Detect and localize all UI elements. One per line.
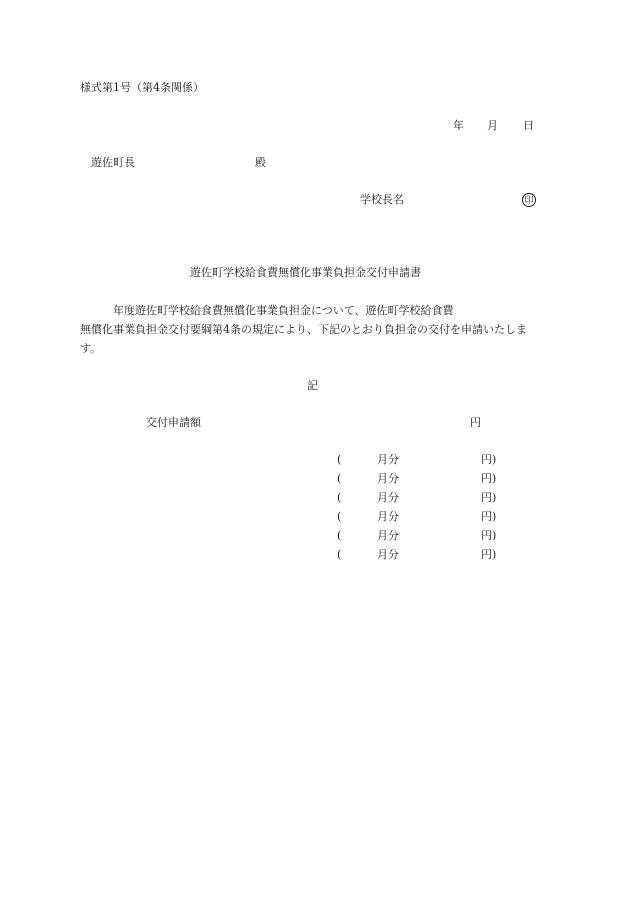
body-line-3: す。	[80, 342, 102, 355]
breakdown-yen: 円)	[481, 453, 497, 466]
body-line-2: 無償化事業負担金交付要綱第4条の規定により、下記のとおり負担金の交付を申請いたしま	[80, 323, 527, 336]
breakdown-yen: 円)	[481, 472, 497, 485]
amount-label: 交付申請額	[146, 416, 201, 429]
breakdown-open: (	[337, 529, 342, 542]
breakdown-open: (	[337, 453, 342, 466]
form-number: 様式第1号（第4条関係）	[80, 81, 204, 94]
breakdown-yen: 円)	[481, 491, 497, 504]
breakdown-open: (	[337, 510, 342, 523]
breakdown-month: 月分	[377, 548, 399, 561]
seal-mark: 印	[522, 193, 536, 207]
breakdown-yen: 円)	[481, 548, 497, 561]
date-month: 月	[487, 119, 498, 132]
breakdown-open: (	[337, 548, 342, 561]
amount-unit: 円	[470, 416, 481, 429]
addressee-name: 遊佐町長	[91, 156, 135, 169]
breakdown-month: 月分	[377, 453, 399, 466]
addressee-honorific: 殿	[255, 156, 266, 169]
body-line-1: 年度遊佐町学校給食費無償化事業負担金について、遊佐町学校給食費	[113, 304, 454, 317]
date-day: 日	[523, 119, 534, 132]
applicant-label: 学校長名	[360, 193, 404, 206]
breakdown-month: 月分	[377, 529, 399, 542]
document-title: 遊佐町学校給食費無償化事業負担金交付申請書	[190, 266, 421, 279]
date-year: 年	[453, 119, 464, 132]
breakdown-yen: 円)	[481, 529, 497, 542]
breakdown-month: 月分	[377, 472, 399, 485]
breakdown-month: 月分	[377, 510, 399, 523]
breakdown-yen: 円)	[481, 510, 497, 523]
ki-heading: 記	[307, 379, 318, 392]
breakdown-open: (	[337, 472, 342, 485]
breakdown-month: 月分	[377, 491, 399, 504]
breakdown-open: (	[337, 491, 342, 504]
